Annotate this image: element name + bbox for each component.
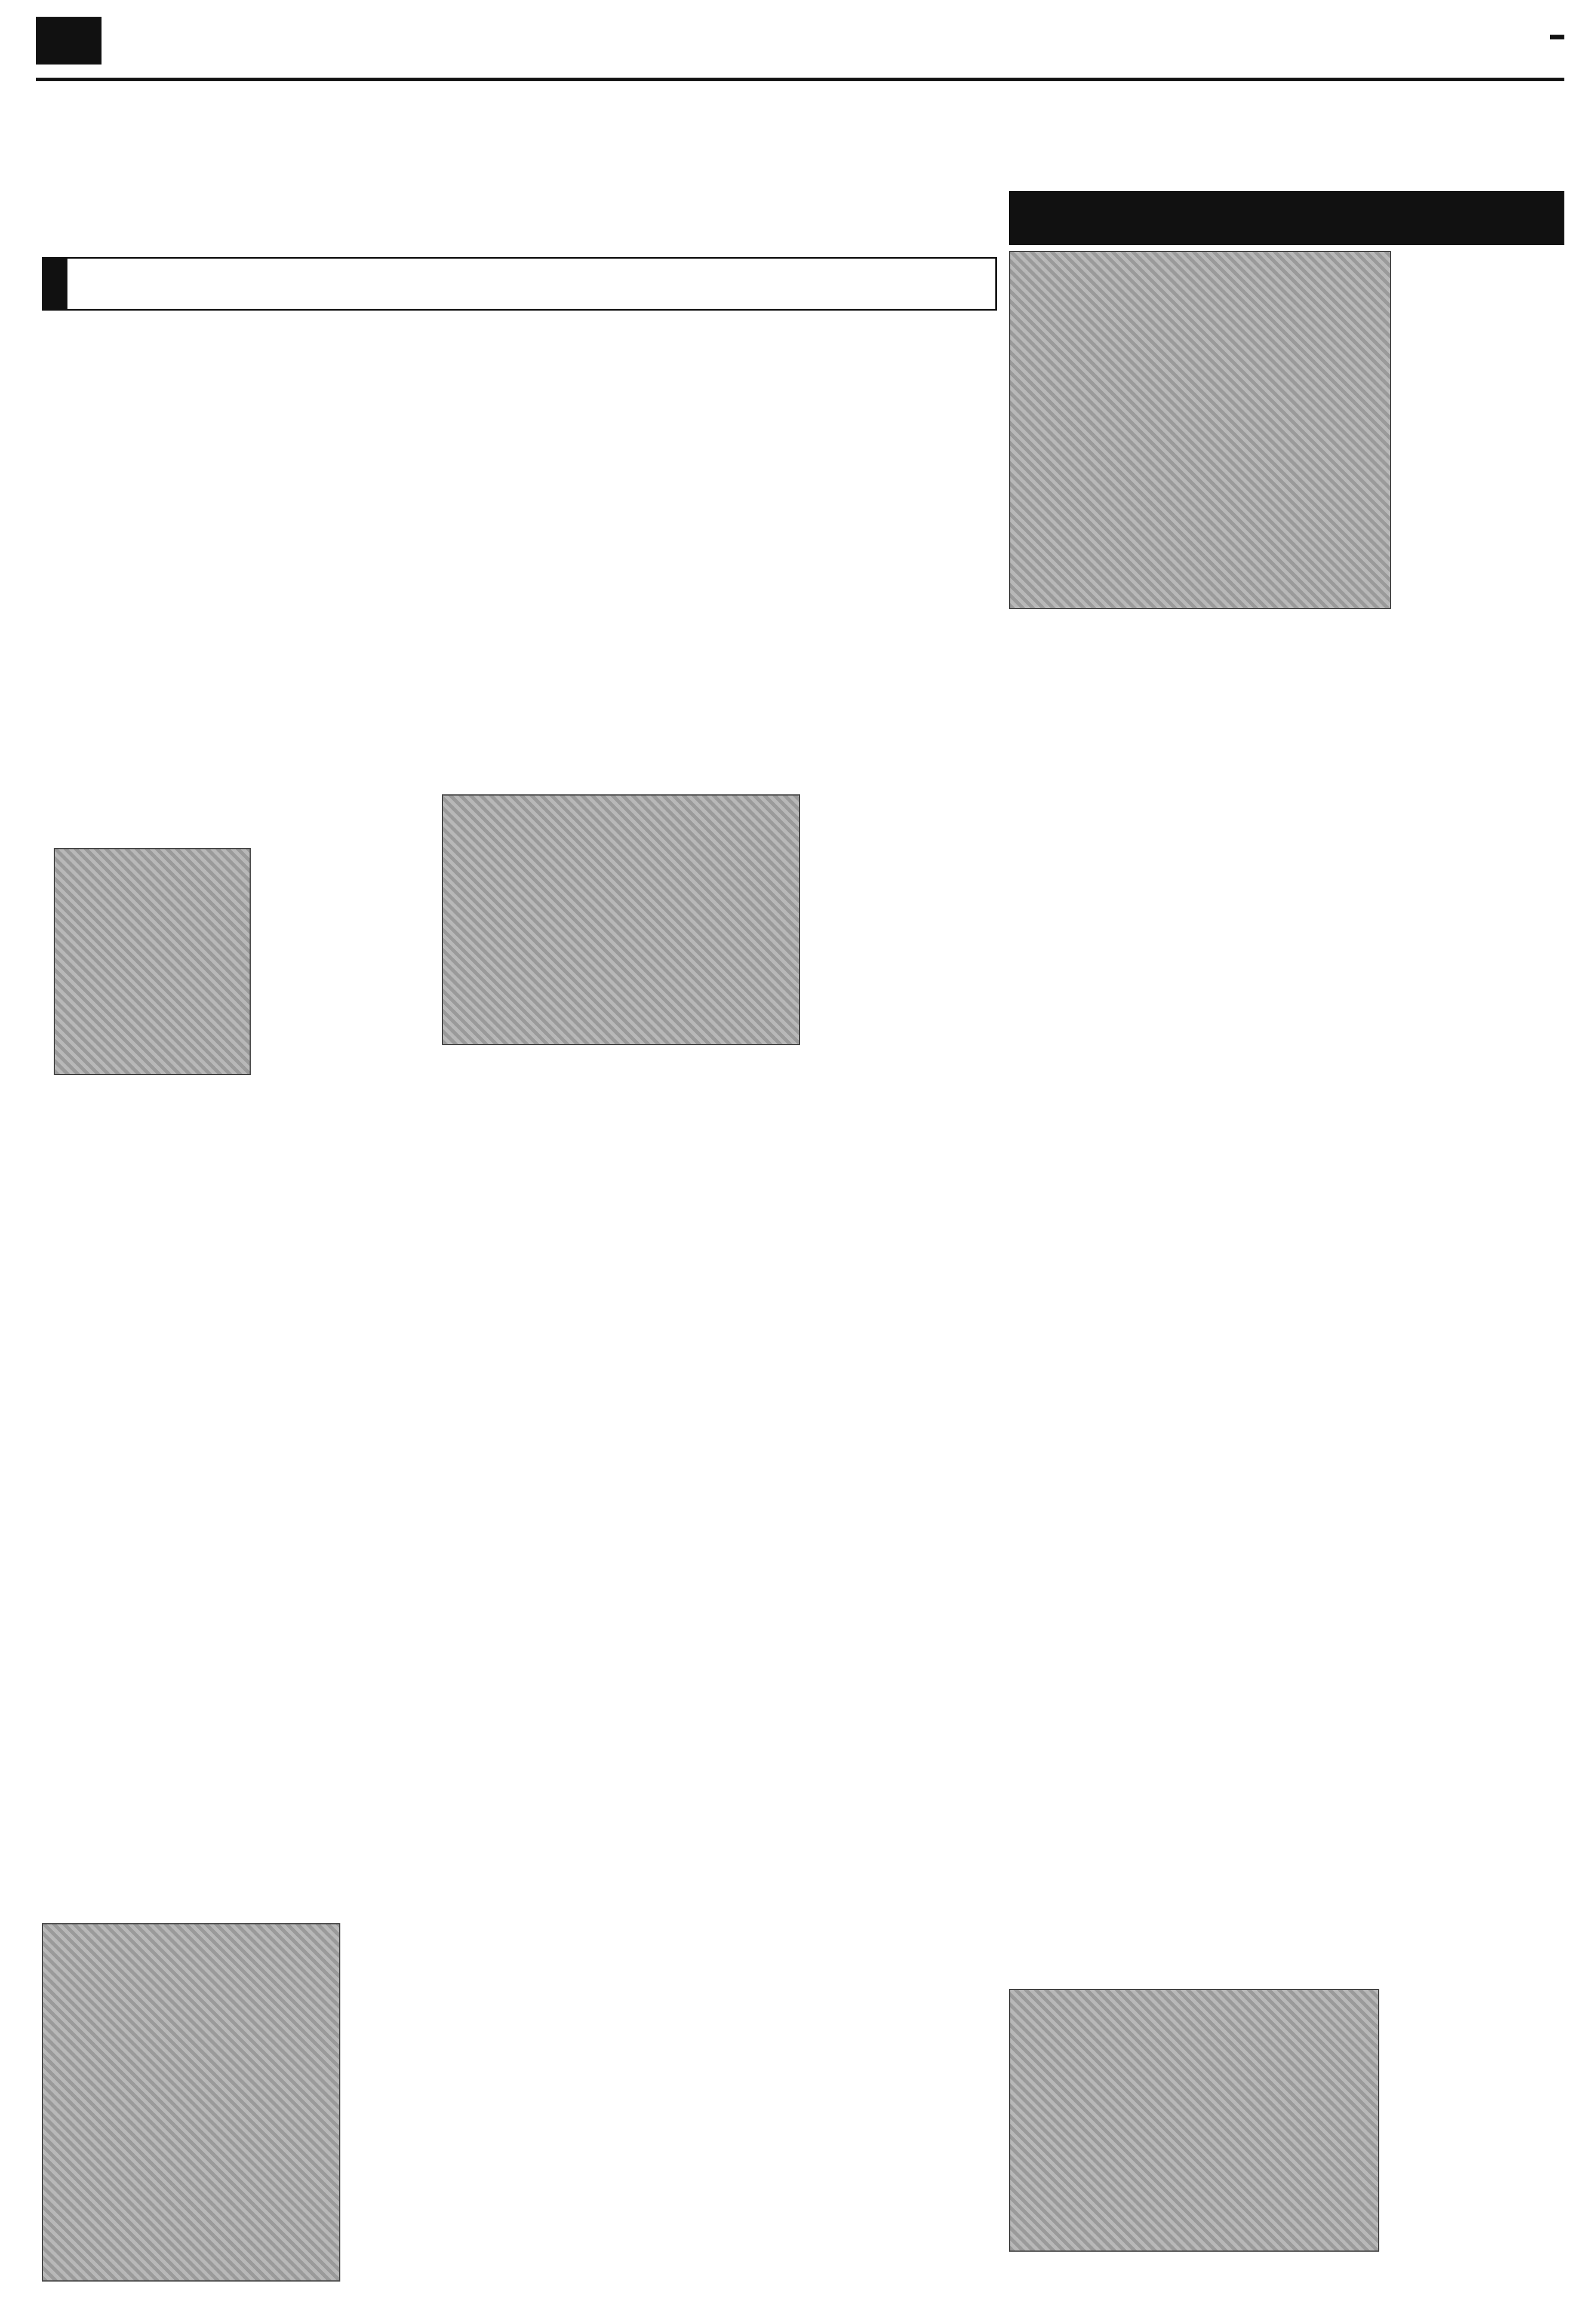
banner-block — [44, 259, 67, 309]
railcrossing-photo — [42, 1923, 340, 2282]
antidrug-headline — [1212, 914, 1564, 1027]
victim-photo — [54, 848, 251, 1075]
road-story-headline — [275, 711, 812, 794]
theft-headline — [1009, 908, 1206, 980]
blood-donation-headline — [1009, 1708, 1564, 1762]
lead-headline — [48, 90, 997, 251]
right-lead-headline — [1015, 90, 1564, 185]
magazine-launch-photo — [1009, 1989, 1379, 2252]
weather-banner — [42, 257, 997, 311]
page-number-box — [36, 17, 102, 65]
badarpur-headline — [621, 1708, 1003, 1810]
section-title — [119, 17, 896, 65]
agm-banner — [1009, 191, 1564, 245]
brand-logo — [1367, 11, 1564, 76]
brand-sub-badge — [1550, 35, 1564, 39]
well-death-headline — [48, 741, 263, 842]
magazine-headline — [1009, 1941, 1564, 1989]
dc-story-headline — [275, 1469, 1194, 1523]
road-inspection-photo — [442, 794, 800, 1045]
rangpur-headline — [812, 675, 1003, 788]
header-rule — [36, 78, 1564, 81]
meeting-photo — [1009, 251, 1391, 609]
railcrossing-headline — [36, 1708, 609, 1762]
date-line — [1105, 36, 1355, 60]
